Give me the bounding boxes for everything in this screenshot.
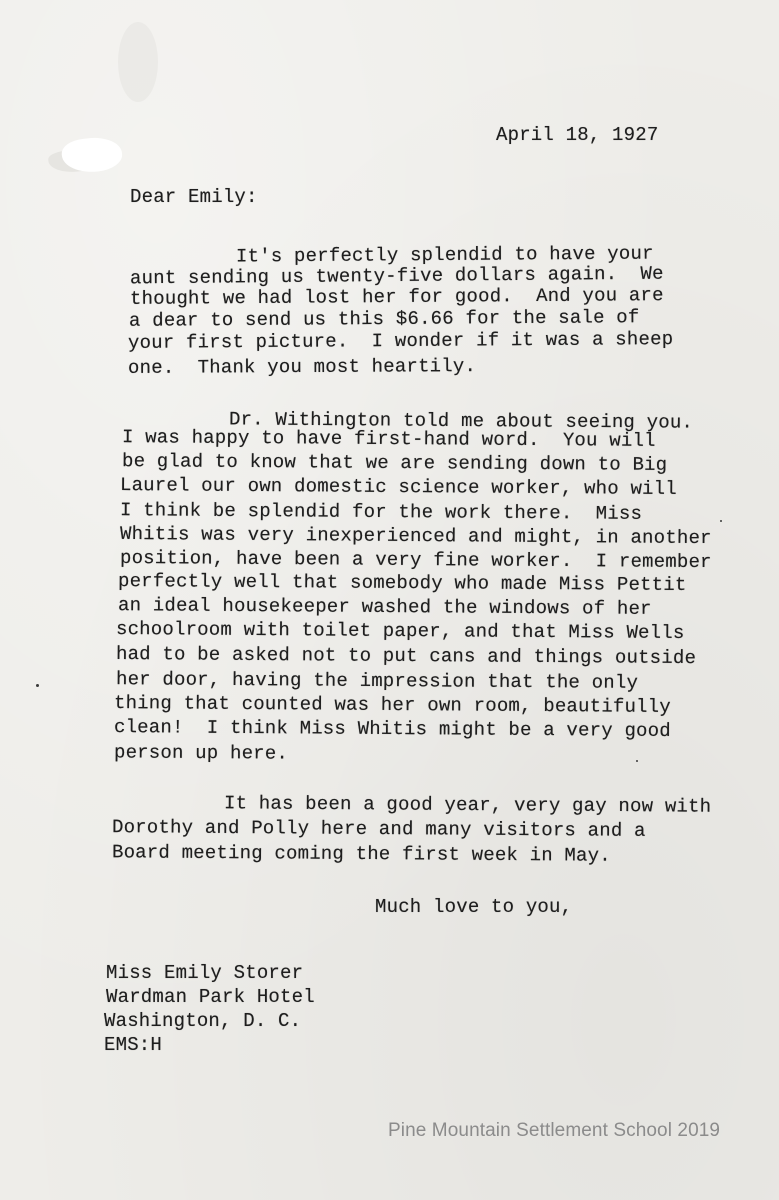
paper-speck (720, 520, 722, 522)
text-line: It has been a good year, very gay now with (223, 792, 712, 818)
text-line: thing that counted was her own room, beautifully (113, 692, 671, 718)
paper-speck (36, 684, 39, 687)
text-line: thought we had lost her for good. And you are (129, 284, 664, 310)
paper-smudge (118, 22, 158, 102)
text-line: Dorothy and Polly here and many visitors and a (111, 816, 646, 842)
text-line: be glad to know that we are sending down to Big (121, 450, 668, 476)
text-line: position, have been a very fine worker. I remember (119, 546, 712, 574)
address-line: Miss Emily Storer (106, 962, 304, 984)
text-line: a dear to send us this $6.66 for the sale of (128, 306, 640, 332)
address-line: Wardman Park Hotel (106, 986, 315, 1008)
text-line: clean! I think Miss Whitis might be a very good (113, 716, 671, 742)
text-line: perfectly well that somebody who made Miss Pettit (117, 570, 687, 596)
paper-tear (60, 135, 123, 175)
paper-speck (636, 760, 638, 762)
text-line: Laurel our own domestic science worker, who will (119, 474, 677, 500)
text-line: an ideal housekeeper washed the windows of her (117, 594, 652, 620)
text-line: Whitis was very inexperienced and might, in another (119, 522, 712, 550)
text-line: I think be splendid for the work there. Miss (119, 499, 643, 525)
address-line: Washington, D. C. (104, 1010, 302, 1032)
watermark: Pine Mountain Settlement School 2019 (388, 1120, 721, 1141)
text-line: aunt sending us twenty-five dollars again. We (129, 262, 664, 290)
text-line: It's perfectly splendid to have your (235, 242, 654, 268)
letter-date: April 18, 1927 (496, 124, 659, 146)
reference-initials: EMS:H (104, 1034, 163, 1056)
text-line: I was happy to have first-hand word. You will (121, 426, 656, 452)
text-line: person up here. (113, 741, 289, 765)
letter-greeting: Dear Emily: (130, 186, 258, 208)
letter-closing: Much love to you, (375, 896, 573, 918)
text-line: her door, having the impression that the only (115, 668, 639, 694)
text-line: one. Thank you most heartily. (127, 355, 477, 379)
text-line: your first picture. I wonder if it was a sheep (127, 328, 674, 354)
text-line: Dr. Withington told me about seeing you. (228, 408, 694, 434)
text-line: Board meeting coming the first week in May. (111, 841, 611, 867)
text-line: had to be asked not to put cans and things outside (115, 642, 697, 670)
text-line: schoolroom with toilet paper, and that Miss Wells (115, 618, 685, 644)
